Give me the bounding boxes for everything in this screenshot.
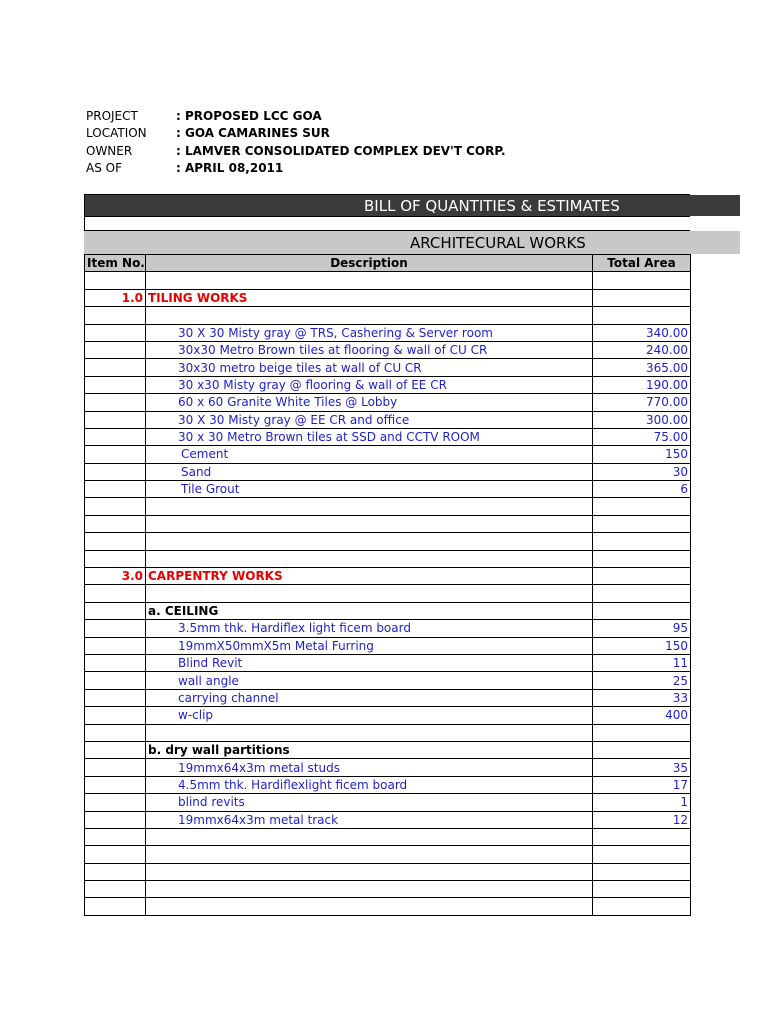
col-total-area: Total Area <box>593 255 691 272</box>
table-row <box>85 846 691 863</box>
table-row <box>85 376 691 393</box>
item-quantity: 300.00 <box>593 411 691 428</box>
item-quantity: 30 <box>593 463 691 480</box>
item-quantity: 1 <box>593 794 691 811</box>
item-quantity: 365.00 <box>593 359 691 376</box>
item-quantity: 17 <box>593 776 691 793</box>
section-title: ARCHITECURAL WORKS <box>410 233 586 252</box>
item-description: Sand <box>146 463 593 480</box>
table-row <box>85 898 691 915</box>
item-quantity: 770.00 <box>593 394 691 411</box>
table-row <box>85 307 691 324</box>
table-row <box>85 272 691 289</box>
table-row <box>85 568 691 585</box>
item-description: 30 x 30 Metro Brown tiles at SSD and CCTV ROOM <box>146 428 593 445</box>
table-row <box>85 533 691 550</box>
item-quantity: 6 <box>593 481 691 498</box>
item-description: Cement <box>146 446 593 463</box>
item-description: 30 X 30 Misty gray @ EE CR and office <box>146 411 593 428</box>
table-row <box>85 498 691 515</box>
table-row <box>85 672 691 689</box>
item-quantity: 25 <box>593 672 691 689</box>
table-row <box>85 289 691 306</box>
table-row <box>85 828 691 845</box>
table-row <box>85 341 691 358</box>
owner-value: : LAMVER CONSOLIDATED COMPLEX DEV'T CORP. <box>176 143 506 158</box>
table-row <box>85 411 691 428</box>
asof-row <box>86 160 506 177</box>
section-number: 1.0 <box>85 289 146 306</box>
item-quantity: 340.00 <box>593 324 691 341</box>
table-row <box>85 550 691 567</box>
item-quantity: 150 <box>593 637 691 654</box>
table-row <box>85 707 691 724</box>
table-row <box>85 811 691 828</box>
owner-row <box>86 143 506 160</box>
item-description: 19mmX50mmX5m Metal Furring <box>146 637 593 654</box>
item-description: 30x30 metro beige tiles at wall of CU CR <box>146 359 593 376</box>
item-description: 30 X 30 Misty gray @ TRS, Cashering & Server room <box>146 324 593 341</box>
item-quantity: 11 <box>593 654 691 671</box>
table-row <box>85 794 691 811</box>
document-title-banner <box>84 195 740 216</box>
table-row <box>85 359 691 376</box>
project-label: PROJECT <box>86 109 138 123</box>
item-quantity: 240.00 <box>593 341 691 358</box>
location-label: LOCATION <box>86 126 147 141</box>
section-heading: CARPENTRY WORKS <box>146 568 593 585</box>
divider <box>84 216 690 217</box>
item-description: carrying channel <box>146 689 593 706</box>
item-description: Blind Revit <box>146 654 593 671</box>
table-row <box>85 585 691 602</box>
section-heading: TILING WORKS <box>146 289 593 306</box>
table-row <box>85 654 691 671</box>
item-quantity: 33 <box>593 689 691 706</box>
table-row <box>85 324 691 341</box>
table-row <box>85 515 691 532</box>
table-row <box>85 741 691 758</box>
table-row <box>85 620 691 637</box>
document-title: BILL OF QUANTITIES & ESTIMATES <box>364 196 620 215</box>
table-row <box>85 724 691 741</box>
item-quantity: 12 <box>593 811 691 828</box>
table-row <box>85 394 691 411</box>
table-row <box>85 446 691 463</box>
table-row <box>85 759 691 776</box>
project-row <box>86 108 506 125</box>
table-header <box>85 255 691 272</box>
table-row <box>85 481 691 498</box>
item-description: 30x30 Metro Brown tiles at flooring & wall of CU CR <box>146 341 593 358</box>
table-row <box>85 881 691 898</box>
table-row <box>85 863 691 880</box>
subsection-heading: b. dry wall partitions <box>146 741 593 758</box>
project-value: : PROPOSED LCC GOA <box>176 109 322 123</box>
item-description: w-clip <box>146 707 593 724</box>
item-quantity: 190.00 <box>593 376 691 393</box>
section-banner <box>84 231 740 254</box>
location-value: : GOA CAMARINES SUR <box>176 126 330 141</box>
table-row <box>85 637 691 654</box>
item-quantity: 95 <box>593 620 691 637</box>
location-row <box>86 125 506 142</box>
item-description: wall angle <box>146 672 593 689</box>
item-description: 19mmx64x3m metal track <box>146 811 593 828</box>
asof-label: AS OF <box>86 160 122 175</box>
table-row <box>85 776 691 793</box>
item-description: Tile Grout <box>146 481 593 498</box>
item-description: 19mmx64x3m metal studs <box>146 759 593 776</box>
col-description: Description <box>146 255 593 272</box>
table-row <box>85 689 691 706</box>
table-row <box>85 463 691 480</box>
item-quantity: 150 <box>593 446 691 463</box>
item-quantity: 400 <box>593 707 691 724</box>
item-quantity: 35 <box>593 759 691 776</box>
owner-label: OWNER <box>86 143 133 158</box>
item-description: 3.5mm thk. Hardiflex light ficem board <box>146 620 593 637</box>
item-description: 30 x30 Misty gray @ flooring & wall of EE CR <box>146 376 593 393</box>
section-number: 3.0 <box>85 568 146 585</box>
project-info <box>86 108 506 177</box>
item-description: blind revits <box>146 794 593 811</box>
item-quantity: 75.00 <box>593 428 691 445</box>
asof-value: : APRIL 08,2011 <box>176 160 284 175</box>
subsection-heading: a. CEILING <box>146 602 593 619</box>
table-row <box>85 428 691 445</box>
col-item-no: Item No. <box>85 255 146 272</box>
table-row <box>85 602 691 619</box>
boq-table <box>84 254 691 916</box>
item-description: 60 x 60 Granite White Tiles @ Lobby <box>146 394 593 411</box>
item-description: 4.5mm thk. Hardiflexlight ficem board <box>146 776 593 793</box>
